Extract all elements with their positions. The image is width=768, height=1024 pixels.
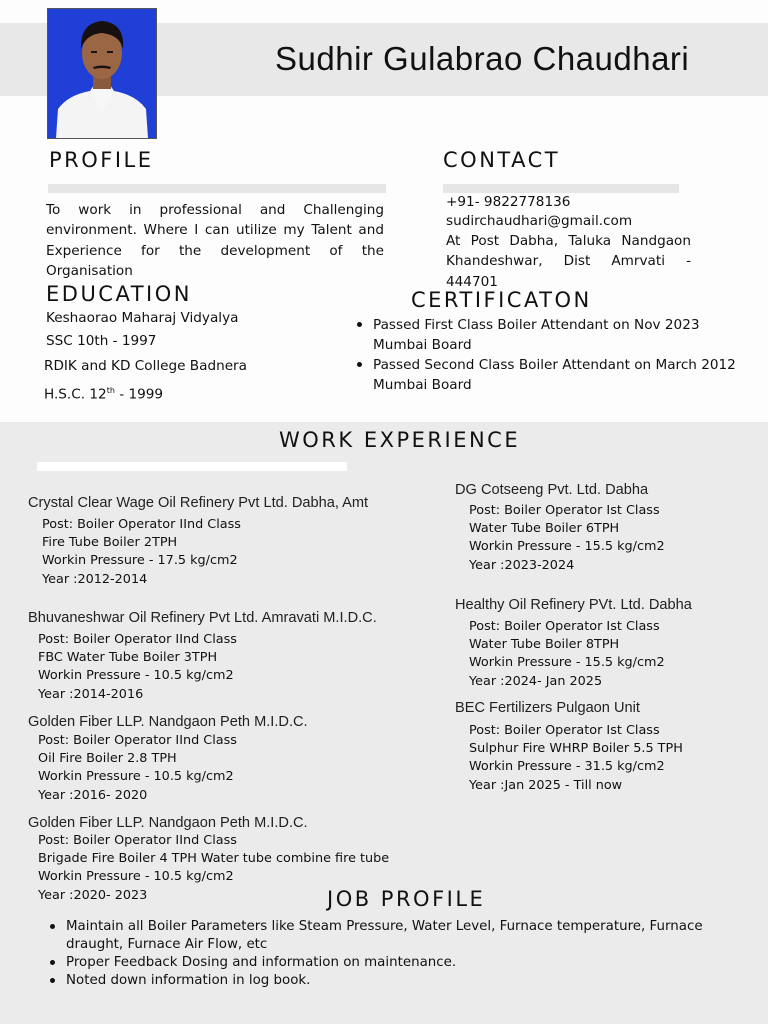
job-company: Healthy Oil Refinery PVt. Ltd. Dabha	[455, 597, 692, 613]
education-school: Keshaorao Maharaj Vidyalya	[46, 310, 239, 326]
certification-heading: CERTIFICATON	[411, 288, 592, 312]
work-experience-heading: WORK EXPERIENCE	[279, 428, 521, 452]
job-profile-list	[48, 918, 764, 990]
contact-email: sudirchaudhari@gmail.com	[446, 213, 633, 229]
job-details: Post: Boiler Operator IInd Class FBC Water Tube Boiler 3TPH Workin Pressure - 10.5 kg/cm2 Year :2014-2016	[38, 632, 237, 702]
job-company: BEC Fertilizers Pulgaon Unit	[455, 700, 640, 716]
profile-divider	[48, 184, 386, 193]
job-details: Post: Boiler Operator Ist Class Water Tube Boiler 8TPH Workin Pressure - 15.5 kg/cm2 Year :2024- Jan 2025	[469, 619, 665, 689]
job-details: Post: Boiler Operator IInd Class Oil Fire Boiler 2.8 TPH Workin Pressure - 10.5 kg/cm2 Year :2016- 2020	[38, 733, 237, 803]
job-company: Crystal Clear Wage Oil Refinery Pvt Ltd. Dabha, Amt	[28, 495, 369, 511]
job-details: Post: Boiler Operator IInd Class Brigade Fire Boiler 4 TPH Water tube combine fire tube Workin Pressure - 10.5 kg/cm2 Year :2020- 2023	[38, 833, 390, 903]
job-profile-heading: JOB PROFILE	[327, 887, 486, 911]
profile-photo	[47, 8, 157, 139]
candidate-name: Sudhir Gulabrao Chaudhari	[275, 40, 690, 77]
job-company: Golden Fiber LLP. Nandgaon Peth M.I.D.C.	[28, 714, 308, 730]
job-company: DG Cotseeng Pvt. Ltd. Dabha	[455, 482, 649, 498]
education-college: RDIK and KD College Badnera	[44, 358, 247, 374]
certification-item: Passed First Class Boiler Attendant on Nov 2023 Mumbai Board	[355, 315, 765, 355]
certification-item: Passed Second Class Boiler Attendant on March 2012 Mumbai Board	[355, 355, 765, 395]
work-experience-divider	[37, 462, 347, 471]
job-profile-item: Proper Feedback Dosing and information on maintenance.	[48, 954, 764, 972]
contact-heading: CONTACT	[443, 148, 561, 172]
education-ssc: SSC 10th - 1997	[46, 333, 157, 349]
job-details: Post: Boiler Operator IInd Class Fire Tube Boiler 2TPH Workin Pressure - 17.5 kg/cm2 Year :2012-2014	[42, 517, 241, 587]
contact-phone: +91- 9822778136	[446, 194, 571, 210]
person-photo-icon	[48, 9, 156, 138]
education-heading: EDUCATION	[46, 282, 192, 306]
job-details: Post: Boiler Operator Ist Class Water Tube Boiler 6TPH Workin Pressure - 15.5 kg/cm2 Year :2023-2024	[469, 503, 665, 573]
certification-list	[355, 315, 765, 395]
job-profile-item: Noted down information in log book.	[48, 972, 764, 990]
job-company: Golden Fiber LLP. Nandgaon Peth M.I.D.C.	[28, 815, 308, 831]
education-hsc: H.S.C. 12th - 1999	[44, 386, 164, 403]
job-profile-item: Maintain all Boiler Parameters like Steam Pressure, Water Level, Furnace temperature, Furnace draught, Furnace Air Flow, etc	[48, 918, 764, 954]
job-details: Post: Boiler Operator Ist Class Sulphur Fire WHRP Boiler 5.5 TPH Workin Pressure - 31.5 kg/cm2 Year :Jan 2025 - Till now	[469, 723, 683, 793]
profile-text: To work in professional and Challenging environment. Where I can utilize my Talent and Experience for the development of the Organisation	[46, 202, 384, 279]
profile-heading: PROFILE	[49, 148, 154, 172]
job-company: Bhuvaneshwar Oil Refinery Pvt Ltd. Amravati M.I.D.C.	[28, 610, 377, 626]
contact-address: At Post Dabha, Taluka Nandgaon Khandeshwar, Dist Amrvati - 444701	[446, 233, 691, 290]
